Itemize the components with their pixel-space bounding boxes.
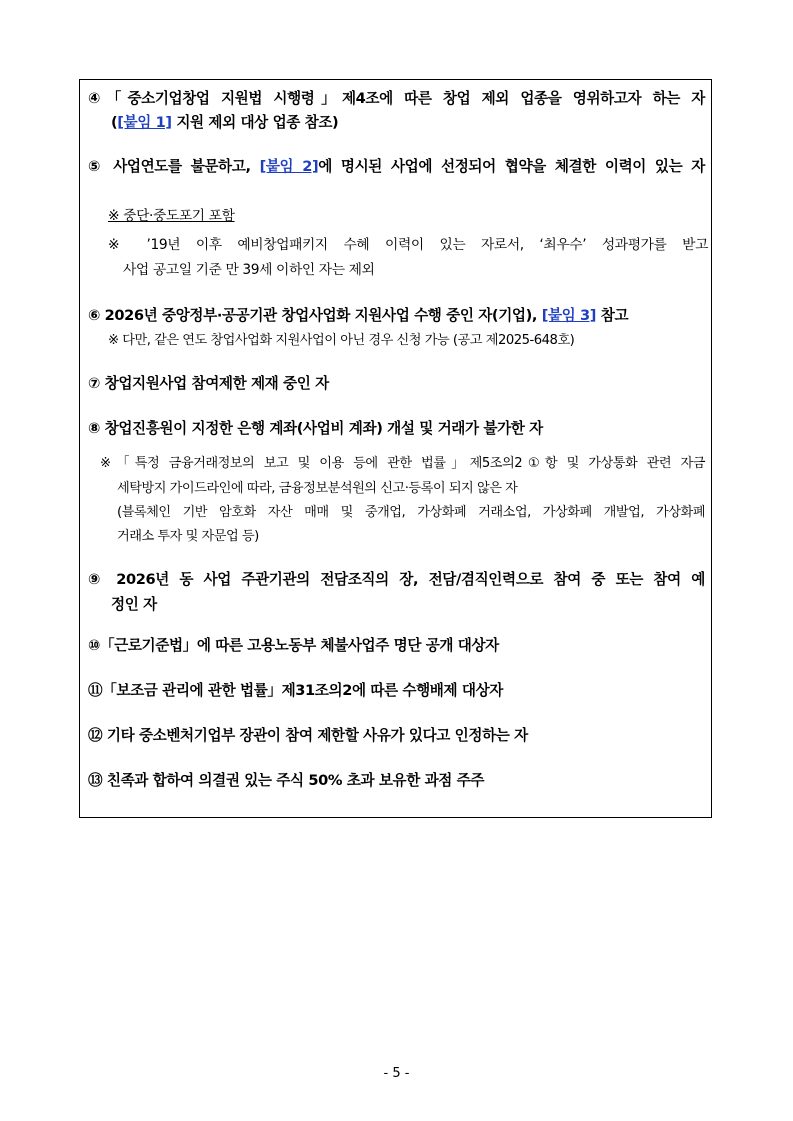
item-10: ⑩「근로기준법」에 따른 고용노동부 체불사업주 명단 공개 대상자: [88, 637, 499, 654]
item-8-note-line1: ※「특정 금융거래정보의 보고 및 이용 등에 관한 법률」제5조의2①항 및 가상통화 관련 자금: [100, 456, 705, 471]
item-8-note-line2: 세탁방지 가이드라인에 따라, 금융정보분석원의 신고·등록이 되지 않은 자: [117, 481, 518, 496]
attachment-3-link[interactable]: [붙임 3]: [541, 307, 597, 324]
attachment-2-link[interactable]: [붙임 2]: [259, 158, 319, 175]
item-5: ⑤ 사업연도를 불문하고, [붙임 2]에 명시된 사업에 선정되어 협약을 체결한 이력이 있는 자: [88, 158, 705, 175]
item-6: ⑥ 2026년 중앙정부·공공기관 창업사업화 지원사업 수행 중인 자(기업), [붙임 3] 참고: [88, 307, 629, 324]
item-5-note-2-line2: 사업 공고일 기준 만 39세 이하인 자는 제외: [123, 262, 375, 278]
exclusion-criteria-box: [79, 79, 712, 818]
item-5-note-2-line1: ※ ’19년 이후 예비창업패키지 수혜 이력이 있는 자로서, ‘최우수’ 성과평가를 받고: [108, 237, 708, 253]
item-8: ⑧ 창업진흥원이 지정한 은행 계좌(사업비 계좌) 개설 및 거래가 불가한 자: [88, 420, 543, 437]
item-5-note-1: ※ 중단·중도포기 포함: [108, 208, 235, 224]
item-4-line2: ([붙임 1] 지원 제외 대상 업종 참조): [111, 114, 339, 131]
attachment-1-link[interactable]: [붙임 1]: [117, 114, 172, 131]
item-6-note: ※ 다만, 같은 연도 창업사업화 지원사업이 아닌 경우 신청 가능 (공고 제2025-648호): [108, 333, 575, 348]
item-8-note-line4: 거래소 투자 및 자문업 등): [117, 529, 259, 544]
item-7: ⑦ 창업지원사업 참여제한 제재 중인 자: [88, 375, 329, 392]
item-12: ⑫ 기타 중소벤처기업부 장관이 참여 제한할 사유가 있다고 인정하는 자: [88, 727, 528, 744]
item-8-note-line3: (블록체인 기반 암호화 자산 매매 및 중개업, 가상화폐 거래소업, 가상화폐 개발업, 가상화폐: [117, 505, 705, 520]
item-9-line2: 정인 자: [111, 596, 157, 613]
item-9-line1: ⑨ 2026년 동 사업 주관기관의 전담조직의 장, 전담/겸직인력으로 참여 중 또는 참여 예: [88, 571, 705, 588]
item-13: ⑬ 친족과 합하여 의결권 있는 주식 50% 초과 보유한 과점 주주: [88, 772, 485, 789]
page-number: - 5 -: [383, 1066, 410, 1081]
item-4-line1: ④「중소기업창업 지원법 시행령」제4조에 따른 창업 제외 업종을 영위하고자 하는 자: [88, 90, 705, 107]
item-11: ⑪「보조금 관리에 관한 법률」제31조의2에 따른 수행배제 대상자: [88, 682, 503, 699]
